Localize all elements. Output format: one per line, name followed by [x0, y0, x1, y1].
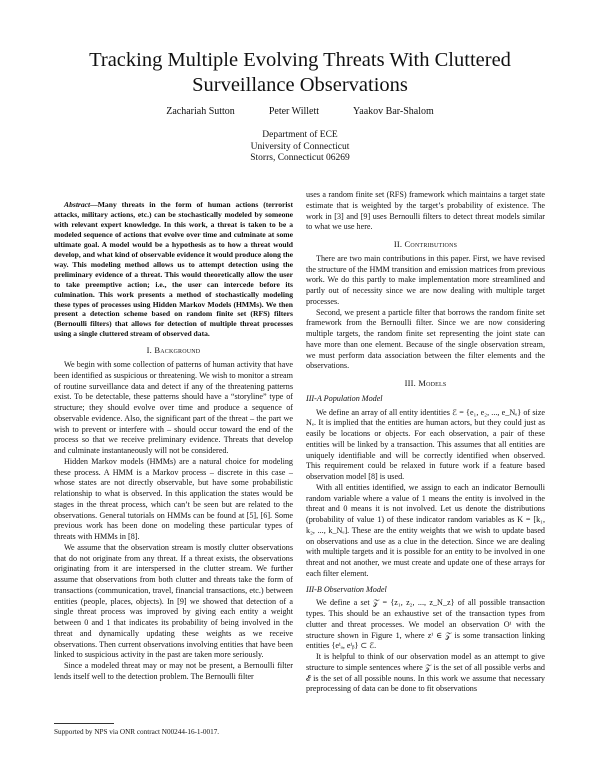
- author-name: Zachariah Sutton: [166, 106, 235, 117]
- abstract-text: —Many threats in the form of human actions (terrorist attacks, military actions, etc.) can be stochastically modeled by someone with relevant expert knowledge. In this work, a threat is taken to be a modeled sequence of actions that evolve over time and culminate at some ultimate goal. A model would be a hypothesis as to how a threat would develop, and what kind of observable evidence it would produce along the way. This modeling method allows us to attempt detection using the preliminary evidence of a threat. This would theoretically allow the user to take preemptive action; i.e., the user can intercede before its culmination. This work presents a method of stochastically modeling these types of processes using Hidden Markov Models (HMMs). We then present a detection scheme based on random finite set (RFS) filters (Bernoulli filters) that allows for detection of multiple threat processes using a single cluttered stream of observed data.: [54, 200, 293, 339]
- author-list: [100, 106, 500, 117]
- section-heading-contributions: II. Contributions: [393, 239, 458, 249]
- abstract: [54, 200, 293, 339]
- footnote: Supported by NPS via ONR contract N00244-16-1-0017.: [54, 728, 220, 736]
- left-column: [54, 200, 293, 683]
- paragraph: uses a random finite set (RFS) framework which maintains a target state estimate that is weighted by the target’s probability of existence. The work in [3] and [9] uses Bernoulli filters to detect threat models similar to what we use here.: [306, 190, 545, 232]
- section-heading-background: I. Background: [146, 345, 201, 356]
- paragraph: It is helpful to think of our observation model as an attempt to give structure to simple sentences where 𝒵 is the set of all possible verbs and ℰ is the set of all possible nouns. In this work we assume that necessary preprocessing of data can be done to fit observations: [306, 652, 545, 694]
- paragraph: With all entities identified, we assign to each an indicator Bernoulli random variable where a value of 1 means the entity is involved in the threat and 0 means it is not involved. Let us denote the distributions (probability of value 1) of these indicator random variables as K = [k₁, k₂, ..., k_Nₑ]. These are the entity weights that we wish to update based on observations and use as a clue in the detection. Since we are dealing with multiple targets and it is possible for an entity to be involved in one threat and not another, we must create and update one of these arrays for each filter element.: [306, 482, 545, 578]
- paragraph: We begin with some collection of patterns of human activity that have been identified as suspicious or threatening. We wish to monitor a stream of routine surveillance data and detect if any of the threatening patterns exist. To be detectable, these patterns should have a “storyline” type of structure; they should evolve over time and produce a sequence of observable evidence. Also, the significant part of the threat – the part we wish to prevent or interfere with – should occur toward the end of the process so that we receive preliminary evidence. Threats that develop and culminate instantaneously will not be considered.: [54, 360, 293, 456]
- subsection-heading-observation: III-B Observation Model: [306, 584, 387, 594]
- affiliation-line: University of Connecticut: [250, 141, 350, 152]
- paragraph: We define an array of all entity identities ℰ = {e₁, e₂, ..., e_Nₑ} of size Nₑ. It is implied that the entities are human actors, but they could just as easily be locations or objects. For each observation, a pair of these entities will be linked by a transaction. This assumes that all entities are uniquely identifiable and will be correctly identified when observed. This requirement could be relaxed in future work if a feature based observation model [8] is used.: [306, 407, 545, 481]
- subsection-heading-population: III-A Population Model: [306, 393, 383, 403]
- paper-title: Tracking Multiple Evolving Threats With Cluttered Surveillance Observations: [89, 49, 511, 96]
- author-name: Yaakov Bar-Shalom: [353, 106, 434, 117]
- section-heading-models: III. Models: [404, 378, 447, 388]
- right-column: [306, 190, 545, 695]
- affiliation-line: Storrs, Connecticut 06269: [250, 153, 350, 163]
- paragraph: Hidden Markov models (HMMs) are a natural choice for modeling these process. A HMM is a Markov process – discrete in this case – whose states are not directly observable, but have some probabilistic relationship to what is observed. In this application the states would be stages in the threat process, which can’t be seen but are related to the observations. General tutorials on HMMs can be found at [5], [6]. Some previous work has been done on modeling these particular types of threats with HMMs in [8].: [54, 456, 293, 542]
- paragraph: Since a modeled threat may or may not be present, a Bernoulli filter lends itself well to the detection problem. The Bernoulli filter: [54, 661, 293, 681]
- paragraph: There are two main contributions in this paper. First, we have revised the structure of the HMM transition and emission matrices from previous work. We do this partly to make implementation more streamlined and partly out of necessity since we are now dealing with multiple target processes.: [306, 253, 545, 306]
- paragraph: We define a set 𝒵 = {z₁, z₂, ..., z_N_z} of all possible transaction types. This should be an exhaustive set of the transaction types from clutter and threat processes. We model an observation Oⁱ with the structure shown in Figure 1, where zⁱ ∈ 𝒵 is some transaction linking entities {eⁱₐ, eⁱᵦ} ⊂ ℰ.: [306, 598, 545, 651]
- author-name: Peter Willett: [268, 106, 320, 117]
- paragraph: We assume that the observation stream is mostly clutter observations that do not originate from any threat. If a threat exists, the observations originating from it are interspersed in the clutter stream. We further assume that observations from both clutter and threats take the form of transactions (communication, travel, financial transactions, etc.) between entities (people, places, objects). In [9] we showed that detection of a single threat process was improved by giving each entity a weight between 0 and 1 that indicates its probability of being involved in the threat and dynamically updating these weights as we receive observations. Then current observations involving entities that have been linked to suspicious activity in the past are taken more seriously.: [54, 542, 293, 660]
- affiliation: [150, 130, 450, 165]
- footnote-rule: [54, 723, 114, 724]
- affiliation-line: Department of ECE: [262, 130, 338, 140]
- paragraph: Second, we present a particle filter that borrows the random finite set framework from the Bernoulli filter. Since we are now considering multiple targets, the random finite set representing the joint state can have more than one element. Because of the single observation stream, we must perform data association between the filter elements and the observations.: [306, 307, 545, 371]
- abstract-lead: Abstract: [64, 200, 91, 209]
